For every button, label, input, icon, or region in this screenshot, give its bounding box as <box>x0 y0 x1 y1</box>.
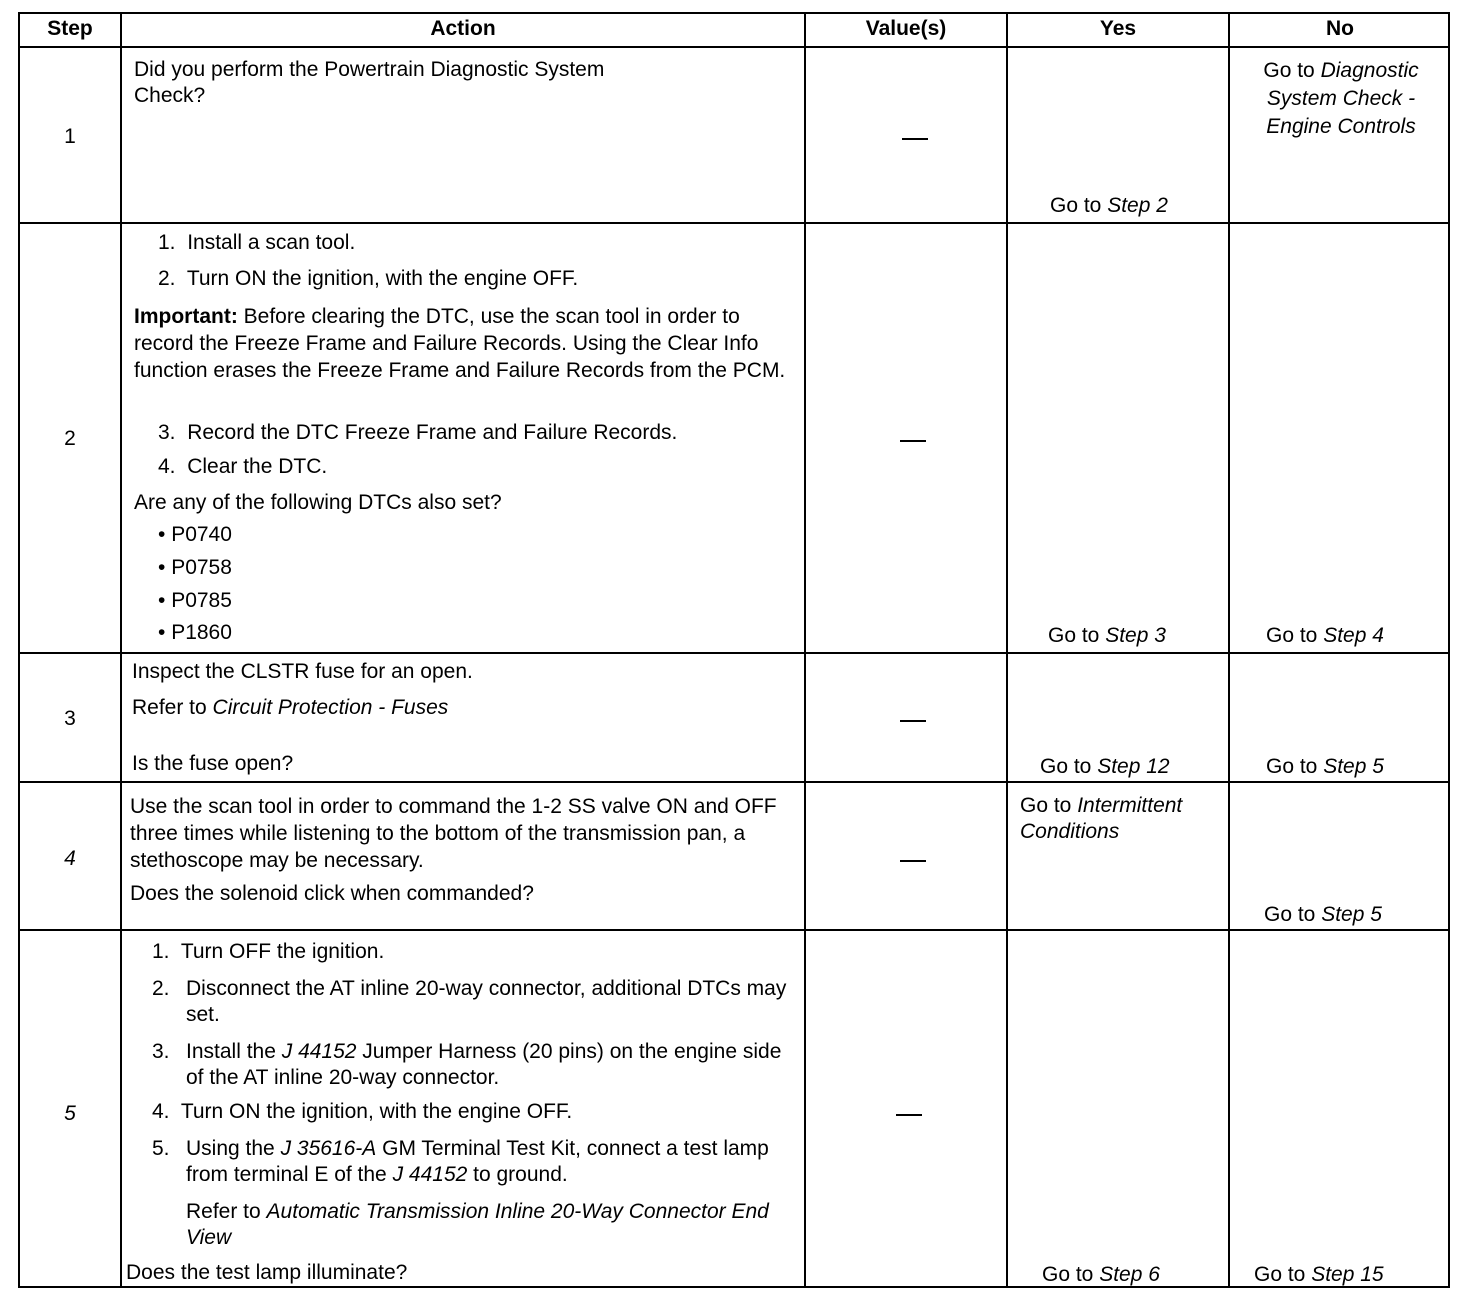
step-number: 1 <box>64 125 76 148</box>
list-item: 3. Install the J 44152 Jumper Harness (20 pins) on the engine side of the AT inline 20-way connector. <box>152 1040 782 1089</box>
action-question: Are any of the following DTCs also set? <box>134 491 502 514</box>
list-item: 5. Using the J 35616-A GM Terminal Test Kit, connect a test lamp from terminal E of the J 44152 to ground. <box>152 1137 769 1186</box>
value-dash <box>902 138 928 140</box>
action-reference: Refer to Automatic Transmission Inline 20-Way Connector End View <box>186 1200 769 1249</box>
list-item: 1. Install a scan tool. <box>158 231 356 254</box>
no-result: Go to Step 5 <box>1266 755 1384 778</box>
yes-result: Go to Step 3 <box>1048 624 1166 647</box>
action-text: Use the scan tool in order to command the 1-2 SS valve ON and OFF three times while listening to the bottom of the transmission pan, a stethoscope may be necessary. <box>130 795 777 872</box>
diagnostic-table <box>18 12 1450 1288</box>
no-result: Go to Step 5 <box>1264 903 1382 926</box>
step-number: 4 <box>64 847 76 870</box>
header-no: No <box>1326 17 1354 40</box>
list-item: 2. Disconnect the AT inline 20-way connector, additional DTCs may set. <box>152 977 787 1026</box>
action-text: Inspect the CLSTR fuse for an open. <box>132 660 473 683</box>
dtc-item: • P0740 <box>158 523 232 546</box>
header-step: Step <box>47 17 93 40</box>
row-divider <box>20 652 1448 654</box>
list-item: 1. Turn OFF the ignition. <box>152 940 385 963</box>
action-question: Is the fuse open? <box>132 752 294 775</box>
step-number: 2 <box>64 427 76 450</box>
list-item: 2. Turn ON the ignition, with the engine OFF. <box>158 267 579 290</box>
header-action: Action <box>430 17 496 40</box>
row-divider <box>20 781 1448 783</box>
no-result: Go to Diagnostic System Check - Engine Controls <box>1263 59 1419 138</box>
step-number: 3 <box>64 707 76 730</box>
header-yes: Yes <box>1099 17 1137 40</box>
list-item: 4. Turn ON the ignition, with the engine OFF. <box>152 1100 573 1123</box>
row-divider <box>20 46 1448 48</box>
value-dash <box>900 440 926 442</box>
header-values: Value(s) <box>865 17 947 40</box>
dtc-item: • P0785 <box>158 589 232 612</box>
dtc-item: • P0758 <box>158 556 232 579</box>
action-question: Does the test lamp illuminate? <box>126 1261 408 1284</box>
no-result: Go to Step 15 <box>1254 1263 1384 1286</box>
dtc-item: • P1860 <box>158 621 232 644</box>
action-question: Does the solenoid click when commanded? <box>130 882 534 905</box>
important-note: Important: Before clearing the DTC, use the scan tool in order to record the Freeze Frame and Failure Records. Using the Clear Info function erases the Freeze Frame and Failure Records from the PCM. <box>134 305 786 382</box>
row-divider <box>20 222 1448 224</box>
column-divider <box>120 14 122 1286</box>
list-item: 4. Clear the DTC. <box>158 455 328 478</box>
action-text: Did you perform the Powertrain Diagnostic System Check? <box>134 58 605 107</box>
yes-result: Go to Intermittent Conditions <box>1020 794 1183 843</box>
value-dash <box>900 860 926 862</box>
list-item: 3. Record the DTC Freeze Frame and Failure Records. <box>158 421 678 444</box>
value-dash <box>896 1114 922 1116</box>
yes-result: Go to Step 2 <box>1050 194 1168 217</box>
step-number: 5 <box>64 1102 76 1125</box>
value-dash <box>900 720 926 722</box>
column-divider <box>1006 14 1008 1286</box>
yes-result: Go to Step 6 <box>1042 1263 1160 1286</box>
column-divider <box>1228 14 1230 1286</box>
column-divider <box>804 14 806 1286</box>
row-divider <box>20 929 1448 931</box>
action-reference: Refer to Circuit Protection - Fuses <box>132 696 449 719</box>
no-result: Go to Step 4 <box>1266 624 1384 647</box>
yes-result: Go to Step 12 <box>1040 755 1170 778</box>
